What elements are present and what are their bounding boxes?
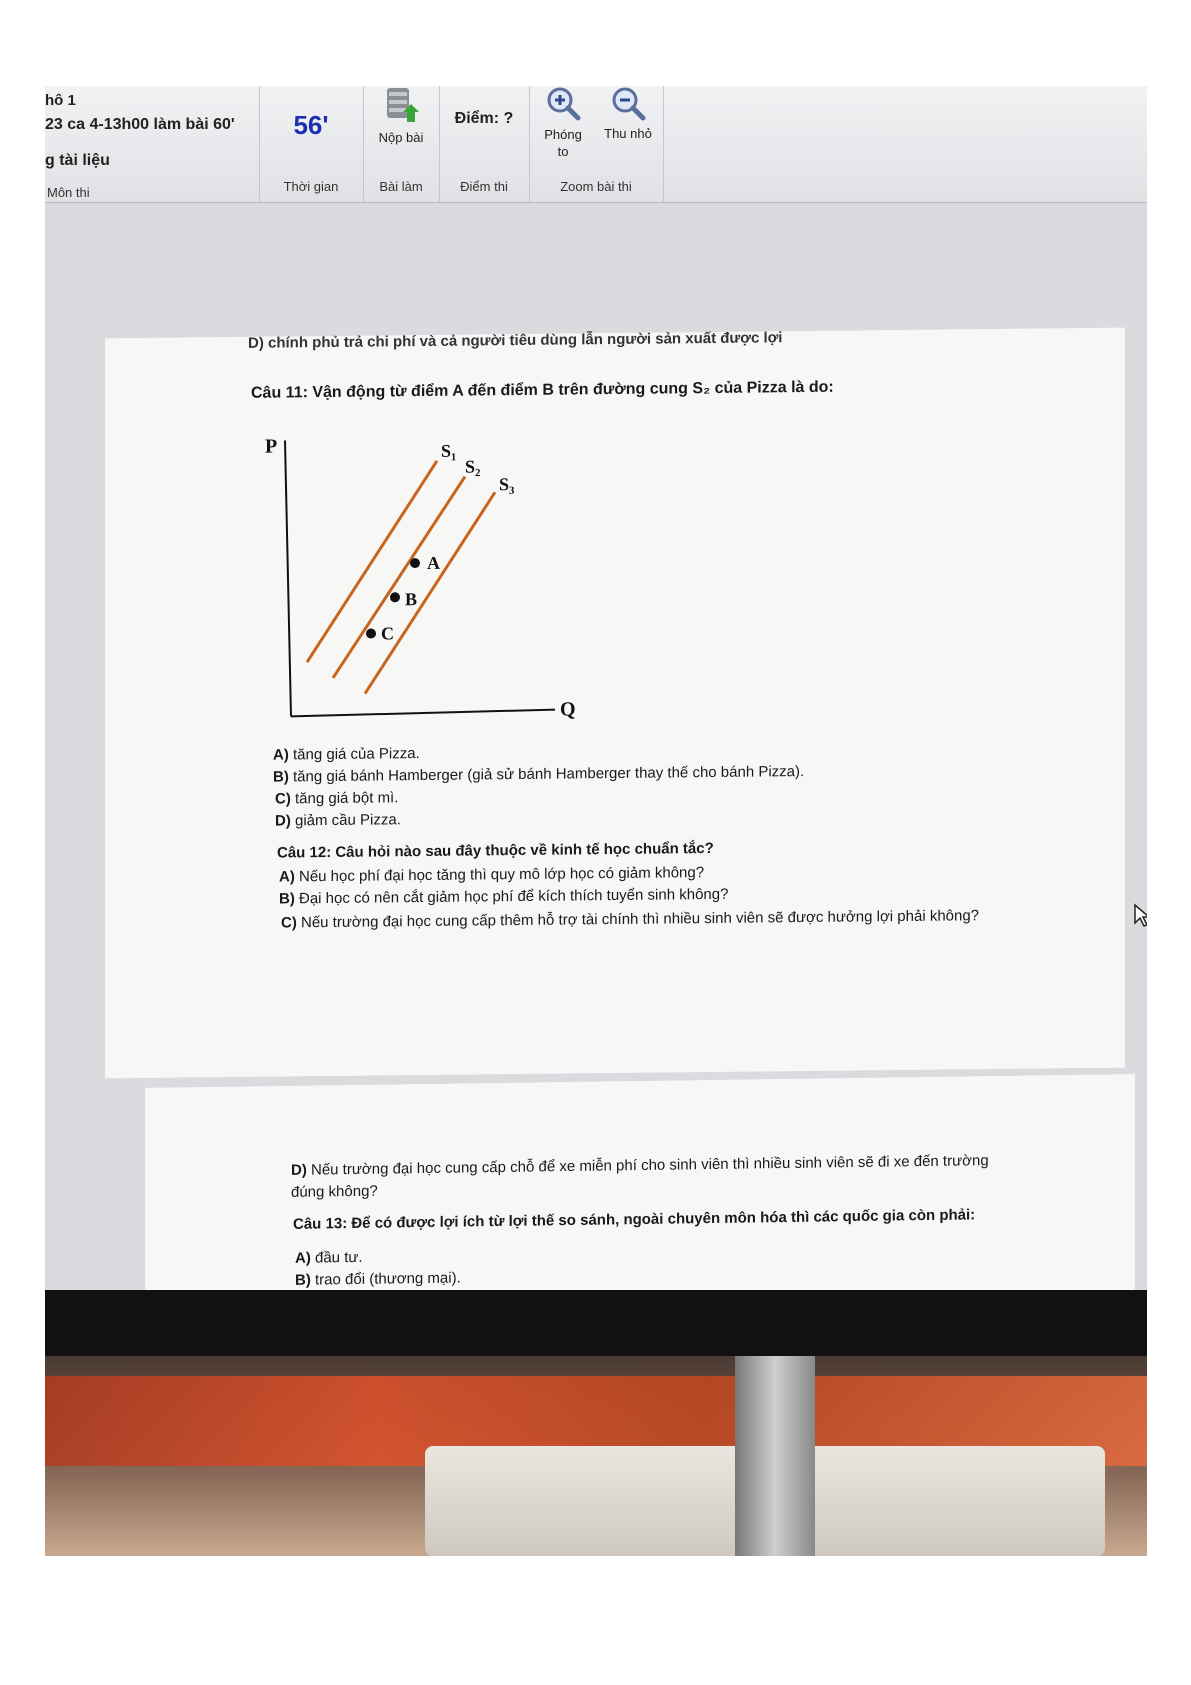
x-axis	[291, 710, 555, 717]
score-value: Điểm: ?	[454, 110, 514, 127]
question-12-title: Câu 12: Câu hỏi nào sau đây thuộc về kinh tế học chuẩn tắc?	[277, 839, 714, 862]
option-key: A)	[295, 1249, 311, 1267]
option-text: giảm cầu Pizza.	[295, 811, 401, 830]
label-s2: S₂	[465, 456, 481, 477]
q11-option-d[interactable]	[275, 811, 401, 829]
option-key: D)	[275, 812, 291, 830]
q11-option-a[interactable]	[273, 745, 420, 764]
monitor-bezel	[45, 1290, 1147, 1356]
curve-s3	[365, 492, 495, 693]
y-axis	[285, 440, 291, 716]
exam-toolbar	[45, 86, 1147, 203]
option-text: Đại học có nên cắt giảm học phí để kích thích tuyển sinh không?	[299, 885, 729, 908]
q13-option-b[interactable]	[295, 1270, 461, 1289]
q12-option-d-continued: đúng không?	[291, 1182, 378, 1201]
q12-option-d[interactable]	[291, 1152, 989, 1179]
option-key: C)	[275, 790, 291, 808]
label-point-c: C	[381, 623, 394, 644]
timer-value: 56'	[293, 110, 329, 140]
zoom-in-button[interactable]	[531, 86, 595, 160]
time-section	[259, 86, 364, 202]
label-point-a: A	[427, 552, 440, 573]
option-key: D)	[291, 1161, 307, 1179]
caption-work: Bài làm	[379, 179, 423, 194]
label-s3: S₃	[499, 474, 515, 495]
label-s1: S₁	[441, 440, 457, 461]
option-key: A)	[279, 868, 295, 886]
exam-line-1: hô 1	[45, 92, 76, 109]
zoom-out-icon	[609, 86, 647, 122]
question-11-title: Câu 11: Vận động từ điểm A đến điểm B trên đường cung S₂ của Pizza là do:	[251, 378, 834, 402]
y-axis-label: P	[265, 435, 278, 458]
q12-option-c[interactable]	[281, 907, 979, 931]
option-key: B)	[295, 1271, 311, 1289]
q12-option-a[interactable]	[279, 864, 704, 885]
q11-option-c[interactable]	[275, 789, 398, 807]
caption-time: Thời gian	[283, 179, 339, 194]
supply-chart	[255, 419, 615, 743]
mouse-pointer-icon	[1133, 903, 1147, 929]
question-13-title: Câu 13: Để có được lợi ích từ lợi thế so sánh, ngoài chuyên môn hóa thì các quốc gia còn phải:	[293, 1206, 976, 1233]
caption-score: Điểm thi	[460, 179, 508, 194]
curve-s2	[333, 477, 465, 678]
exam-material-rule: g tài liệu	[45, 152, 110, 169]
option-text: trao đổi (thương mại).	[315, 1269, 461, 1289]
q13-option-a[interactable]	[295, 1249, 363, 1267]
previous-option-cut: D) chính phủ trả chi phí và cả người tiêu dùng lẫn người sản xuất được lợi	[248, 329, 783, 352]
option-text: tăng giá của Pizza.	[293, 745, 420, 764]
option-key: B)	[279, 890, 295, 908]
q11-option-b[interactable]	[273, 763, 804, 786]
exam-window	[45, 86, 1147, 1356]
zoom-out-button[interactable]	[595, 86, 661, 141]
zoom-in-icon	[544, 86, 582, 122]
submit-icon	[381, 86, 421, 126]
exam-page-1	[105, 328, 1125, 1079]
submit-label: Nộp bài	[378, 130, 424, 145]
option-text: tăng giá bột mì.	[295, 789, 399, 808]
exam-document-area[interactable]	[45, 203, 1147, 1289]
option-key: A)	[273, 746, 289, 764]
option-text: tăng giá bánh Hamberger (giả sử bánh Hamberger thay thế cho bánh Pizza).	[293, 763, 805, 786]
work-section	[363, 86, 440, 202]
zoom-in-label: Phóng to	[544, 127, 582, 159]
option-key: C)	[281, 914, 297, 932]
caption-subject: Môn thi	[47, 185, 90, 200]
option-text: Nếu học phí đại học tăng thì quy mô lớp học có giảm không?	[299, 864, 705, 886]
option-text: đầu tư.	[315, 1248, 363, 1267]
zoom-out-label: Thu nhỏ	[604, 126, 652, 141]
monitor-stand	[735, 1356, 815, 1556]
subject-section	[45, 86, 260, 202]
score-section	[439, 86, 530, 202]
option-key: B)	[273, 768, 289, 786]
submit-button[interactable]	[363, 86, 439, 145]
exam-name: 23 ca 4-13h00 làm bài 60'	[45, 116, 235, 133]
background-desk	[45, 1356, 1147, 1556]
zoom-section	[529, 86, 664, 202]
x-axis-label: Q	[560, 698, 576, 721]
option-text: Nếu trường đại học cung cấp chỗ để xe miễn phí cho sinh viên thì nhiều sinh viên sẽ đi xe đến trường	[311, 1152, 989, 1179]
point-c	[366, 629, 376, 639]
q12-option-b[interactable]	[279, 886, 728, 908]
point-b	[390, 592, 400, 602]
label-point-b: B	[405, 589, 418, 610]
option-text: Nếu trường đại học cung cấp thêm hỗ trợ tài chính thì nhiều sinh viên sẽ được hưởng lợi phải không?	[301, 907, 980, 932]
caption-zoom: Zoom bài thi	[560, 179, 632, 194]
